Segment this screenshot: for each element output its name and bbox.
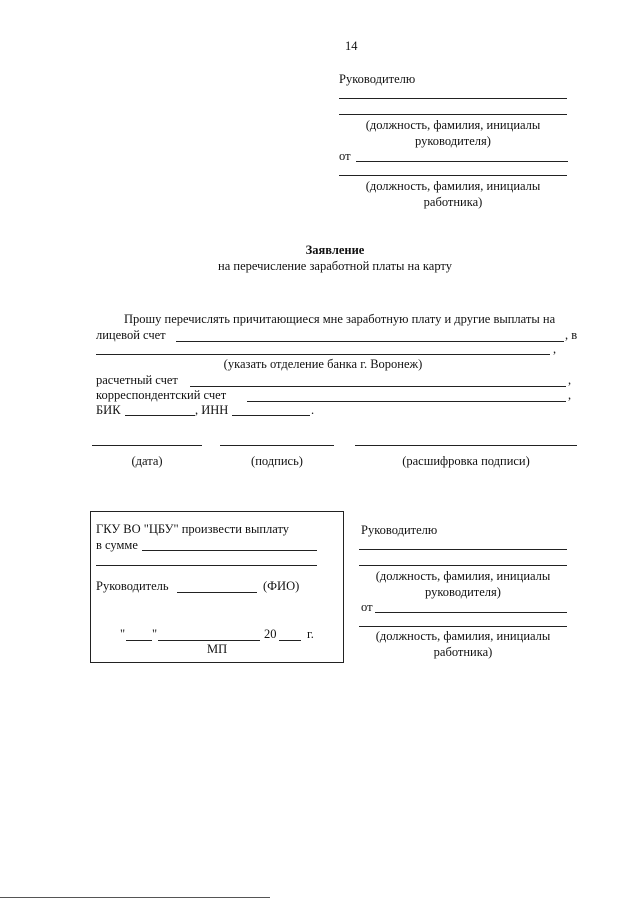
bottom-from-label: от [361,600,373,614]
document-subtitle: на перечисление заработной платы на карту [218,259,452,273]
inn-line[interactable] [232,415,310,416]
footer-divider [0,897,270,898]
account-number-line[interactable] [176,341,564,342]
signature-decode-line[interactable] [355,445,577,446]
top-from-line[interactable] [356,161,568,162]
bottom-position-hint-1: (должность, фамилия, инициалы [375,569,551,583]
inn-suffix: . [311,403,315,417]
account-suffix: , в [565,328,578,342]
bik-label: БИК [96,403,121,417]
decode-caption: (расшифровка подписи) [402,454,530,468]
top-position-hint-1: (должность, фамилия, инициалы [365,118,541,132]
settlement-account-label: расчетный счет [96,373,178,387]
payment-order-line-1: ГКУ ВО "ЦБУ" произвести выплату [96,522,290,536]
year-suffix: г. [307,627,314,641]
date-line[interactable] [92,445,202,446]
top-position-hint-2: руководителя) [415,134,491,148]
corr-suffix: , [568,388,572,402]
bottom-position-hint-2: руководителя) [425,585,501,599]
settlement-account-line[interactable] [190,386,566,387]
account-label: лицевой счет [96,328,166,342]
bank-hint: (указать отделение банка г. Воронеж) [223,357,423,371]
page-number: 14 [345,39,358,53]
day-line[interactable] [126,640,152,641]
top-from-label: от [339,149,351,163]
corr-account-line[interactable] [247,401,566,402]
sum-label: в сумме [96,538,138,552]
head-label: Руководитель [96,579,169,593]
top-position-line-2[interactable] [339,114,567,115]
top-position-line-1[interactable] [339,98,567,99]
fio-label: (ФИО) [263,579,300,593]
date-caption: (дата) [131,454,163,468]
date-quote-close: " [152,627,158,641]
bottom-position-line-2[interactable] [359,565,567,566]
head-signature-line[interactable] [177,592,257,593]
bottom-employee-hint-2: работника) [433,645,493,659]
year-prefix: 20 [264,627,277,641]
request-line-1: Прошу перечислять причитающиеся мне заработную плату и другие выплаты на [124,312,556,326]
sum-line-1[interactable] [142,550,317,551]
sum-line-2[interactable] [96,565,317,566]
signature-line[interactable] [220,445,334,446]
bottom-from-line[interactable] [375,612,567,613]
signature-caption: (подпись) [251,454,303,468]
top-employee-hint-2: работника) [423,195,483,209]
bik-line[interactable] [125,415,195,416]
bottom-position-line-1[interactable] [359,549,567,550]
stamp-place-label: МП [207,642,228,656]
inn-label: , ИНН [195,403,229,417]
bottom-to-label: Руководителю [361,523,438,537]
bank-branch-line[interactable] [96,354,550,355]
document-title: Заявление [305,243,365,257]
month-line[interactable] [158,640,260,641]
settlement-suffix: , [568,373,572,387]
bottom-employee-line[interactable] [359,626,567,627]
date-quote-open: " [120,627,126,641]
bank-line-comma: , [553,342,557,356]
top-employee-hint-1: (должность, фамилия, инициалы [365,179,541,193]
corr-account-label: корреспондентский счет [96,388,227,402]
year-line[interactable] [279,640,301,641]
top-employee-line[interactable] [339,175,567,176]
top-to-label: Руководителю [339,72,416,86]
bottom-employee-hint-1: (должность, фамилия, инициалы [375,629,551,643]
